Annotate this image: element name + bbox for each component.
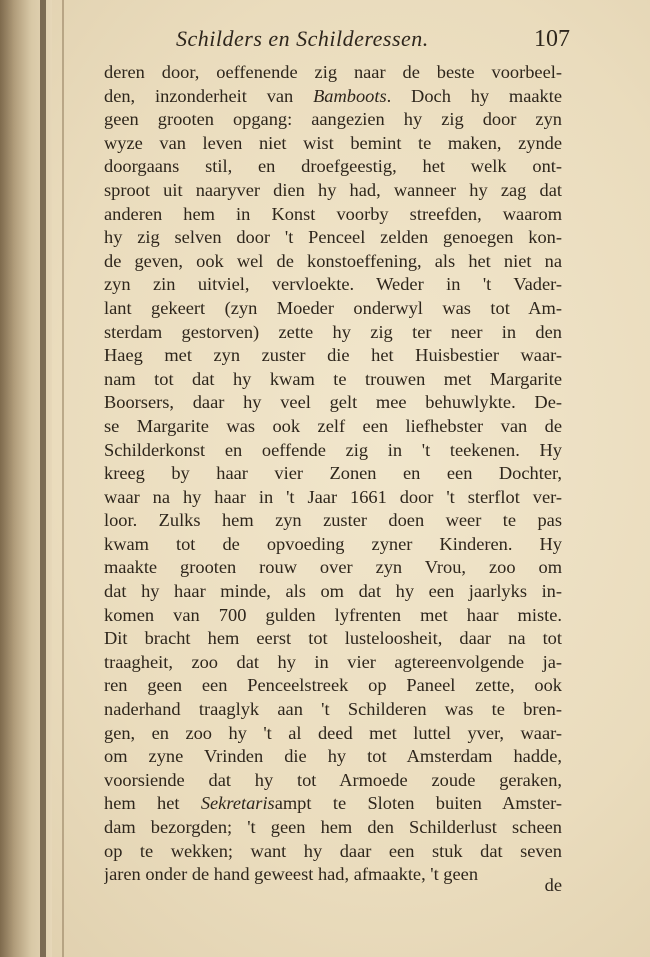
text-line bbox=[104, 226, 562, 250]
text-segment: doorgaans stil, en droefgeestig, het welk ont- bbox=[104, 156, 562, 177]
text-line bbox=[104, 651, 562, 675]
text-segment: voorsiende dat hy tot Armoede zoude geraken, bbox=[104, 769, 562, 790]
text-segment: lant gekeert (zyn Moeder onderwyl was tot Am- bbox=[104, 297, 562, 318]
catchword: de bbox=[544, 875, 562, 895]
page-number: 107 bbox=[534, 26, 570, 52]
text-line bbox=[104, 792, 562, 816]
text-segment: gen, en zoo hy 't al deed met luttel yver, waar- bbox=[104, 722, 562, 743]
text-line bbox=[104, 674, 562, 698]
text-line bbox=[104, 108, 562, 132]
text-line bbox=[104, 769, 562, 793]
text-segment: zyn zin uitviel, vervloekte. Weder in 't Vader- bbox=[104, 274, 562, 295]
text-segment: naderhand traaglyk aan 't Schilderen was te bren- bbox=[104, 699, 562, 720]
text-line bbox=[104, 840, 562, 864]
text-segment: om zyne Vrinden die hy tot Amsterdam hadde, bbox=[104, 746, 562, 767]
text-line bbox=[104, 273, 562, 297]
gutter-shadow bbox=[40, 0, 46, 957]
text-line bbox=[104, 321, 562, 345]
text-segment: . Doch hy maakte bbox=[386, 85, 562, 106]
text-line bbox=[104, 556, 562, 580]
text-segment: se Margarite was ook zelf een liefhebster van de bbox=[104, 415, 562, 436]
text-segment: loor. Zulks hem zyn zuster doen weer te pas bbox=[104, 510, 562, 531]
text-line bbox=[104, 203, 562, 227]
text-line bbox=[104, 722, 562, 746]
text-segment: geen grooten opgang: aangezien hy zig door zyn bbox=[104, 109, 562, 130]
text-line bbox=[104, 533, 562, 557]
text-segment: Boorsers, daar hy veel gelt mee behuwlykte. De- bbox=[104, 392, 562, 413]
text-line bbox=[104, 391, 562, 415]
italic-name: Sekretaris bbox=[200, 793, 275, 814]
text-segment: wyze van leven niet wist bemint te maken, zynde bbox=[104, 132, 562, 153]
body-text bbox=[104, 61, 562, 887]
text-segment: Haeg met zyn zuster die het Huisbestier waar- bbox=[104, 345, 562, 366]
text-segment: kreeg by haar vier Zonen en een Dochter, bbox=[104, 463, 562, 484]
text-segment: maakte grooten rouw over zyn Vrou, zoo om bbox=[104, 557, 562, 578]
text-line bbox=[104, 155, 562, 179]
text-line bbox=[104, 462, 562, 486]
text-segment: anderen hem in Konst voorby streefden, waarom bbox=[104, 203, 562, 224]
text-line bbox=[104, 698, 562, 722]
text-line bbox=[104, 61, 562, 85]
text-segment: ampt te Sloten buiten Amster- bbox=[274, 793, 562, 814]
text-line bbox=[104, 816, 562, 840]
text-line bbox=[104, 439, 562, 463]
text-line bbox=[104, 745, 562, 769]
text-segment: sterdam gestorven) zette hy zig ter neer in den bbox=[104, 321, 562, 342]
text-segment: de geven, ook wel de konstoeffening, als het niet na bbox=[104, 250, 562, 271]
text-line bbox=[104, 132, 562, 156]
text-line bbox=[104, 627, 562, 651]
text-segment: dam bezorgden; 't geen hem den Schilderlust scheen bbox=[104, 817, 562, 837]
text-segment: sproot uit naaryver dien hy had, wanneer hy zag dat bbox=[104, 179, 562, 200]
text-line bbox=[104, 250, 562, 274]
text-segment: nam tot dat hy kwam te trouwen met Margarite bbox=[104, 368, 562, 389]
text-segment: traagheit, zoo dat hy in vier agtereenvolgende ja- bbox=[104, 651, 562, 672]
text-segment: dat hy haar minde, als om dat hy een jaarlyks in- bbox=[104, 581, 562, 602]
text-segment: kwam tot de opvoeding zyner Kinderen. Hy bbox=[104, 533, 562, 554]
text-segment: komen van 700 gulden lyfrenten met haar miste. bbox=[104, 604, 562, 625]
text-line bbox=[104, 415, 562, 439]
text-segment: waar na hy haar in 't Jaar 1661 door 't sterflot ver- bbox=[104, 486, 562, 507]
text-line bbox=[104, 344, 562, 368]
text-line bbox=[104, 486, 562, 510]
italic-name: Bamboots bbox=[313, 85, 387, 106]
text-segment: deren door, oeffenende zig naar de beste voorbeel- bbox=[104, 62, 562, 82]
text-line bbox=[104, 604, 562, 628]
page-header bbox=[100, 24, 570, 58]
text-line bbox=[104, 580, 562, 604]
text-segment: Schilderkonst en oeffende zig in 't teekenen. Hy bbox=[104, 439, 562, 460]
text-segment: hy zig selven door 't Penceel zelden genoegen kon- bbox=[104, 227, 562, 248]
gutter-edge bbox=[62, 0, 64, 957]
running-head: Schilders en Schilderessen. bbox=[176, 26, 429, 51]
text-line bbox=[104, 179, 562, 203]
text-line bbox=[104, 509, 562, 533]
text-line bbox=[104, 368, 562, 392]
text-line bbox=[104, 863, 562, 887]
text-segment: jaren onder de hand geweest had, afmaakte, 't geen bbox=[104, 864, 479, 885]
text-line bbox=[104, 85, 562, 109]
text-line bbox=[104, 297, 562, 321]
text-segment: Dit bracht hem eerst tot lusteloosheit, daar na tot bbox=[104, 628, 562, 649]
text-segment: hem het bbox=[104, 793, 201, 814]
text-segment: den, inzonderheit van bbox=[104, 85, 314, 106]
text-segment: op te wekken; want hy daar een stuk dat seven bbox=[104, 840, 562, 861]
text-segment: ren geen een Penceelstreek op Paneel zette, ook bbox=[104, 675, 562, 696]
